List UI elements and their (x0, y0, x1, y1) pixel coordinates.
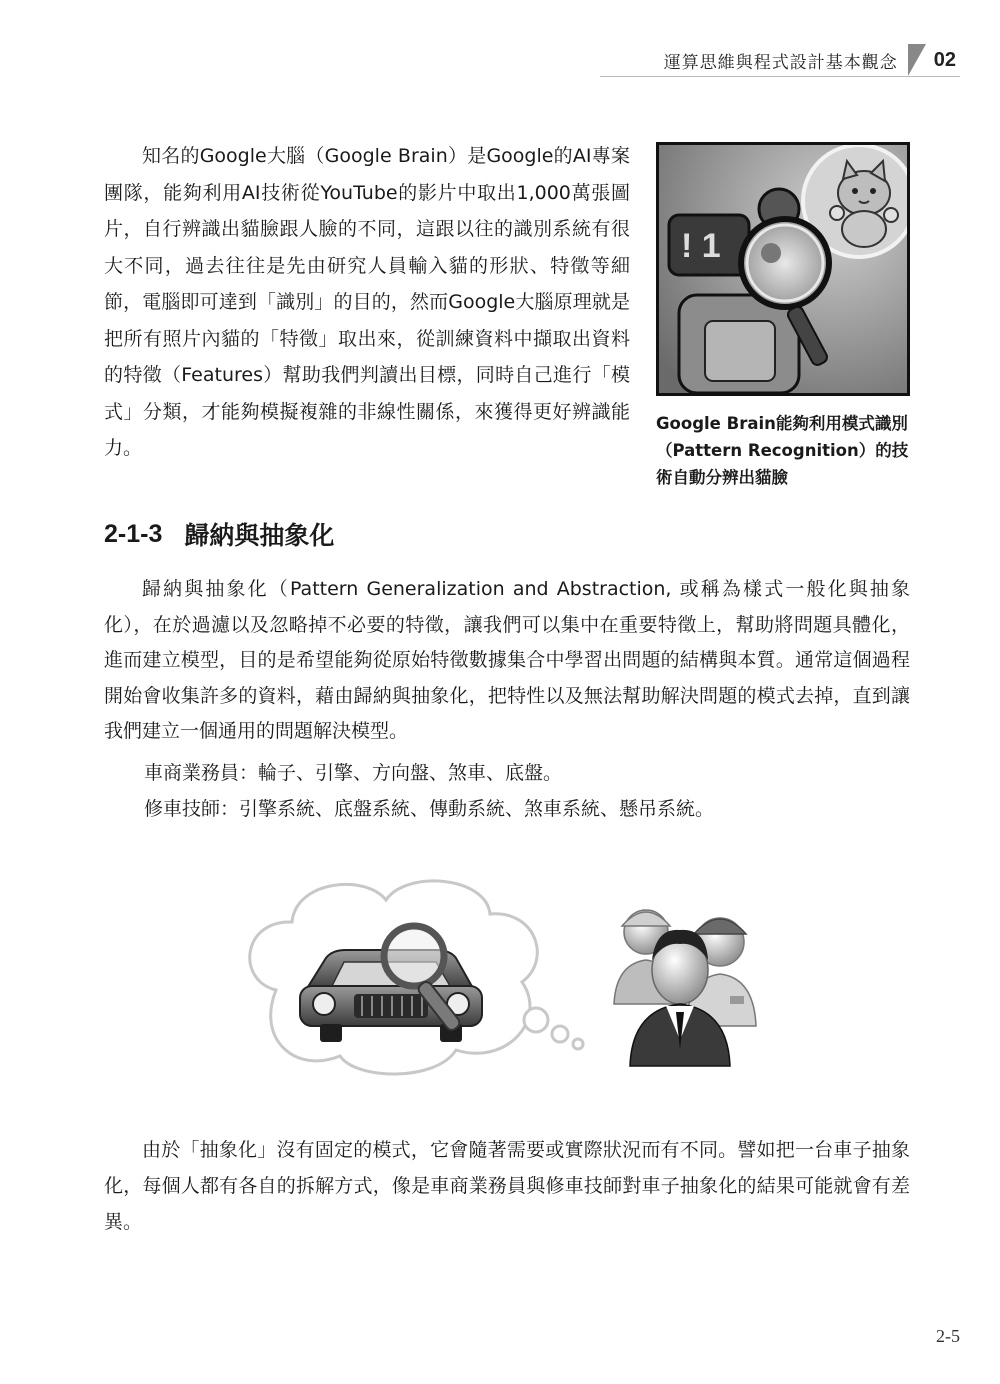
abstraction-illustration (236, 870, 782, 1082)
closing-paragraph: 由於「抽象化」沒有固定的模式，它會隨著需要或實際狀況而有不同。譬如把一台車子抽象化，每個人都有各自的拆解方式，像是車商業務員與修車技師對車子抽象化的結果可能就會有差異。 (104, 1139, 910, 1233)
section-paragraph: 歸納與抽象化（Pattern Generalization and Abstraction, 或稱為樣式一般化與抽象化），在於過濾以及忽略掉不必要的特徵，讓我們可以集中在重要特徵上，幫助將問題具體化，進而建立模型，目的是希望能夠從原始特徵數據集合中學習出問題的結構與本質。通常這個過程開始會收集許多的資料，藉由歸納與抽象化，把特性以及無法幫助解決問題的模式去掉，直到讓我們建立一個通用的問題解決模型。 (104, 578, 910, 742)
people-icon (614, 910, 756, 1066)
header-title: 運算思維與程式設計基本觀念 (663, 52, 898, 73)
list-item: 修車技師：引擎系統、底盤系統、傳動系統、煞車系統、懸吊系統。 (144, 798, 715, 820)
intro-paragraph: 知名的Google大腦（Google Brain）是Google的AI專案團隊，能夠利用AI技術從YouTube的影片中取出1,000萬張圖片，自行辨識出貓臉跟人臉的不同，這跟以往的識別系統有很大不同，過去往往是先由研究人員輸入貓的形狀、特徵等細節，電腦即可達到「識別」的目的，然而Google大腦原理就是把所有照片內貓的「特徵」取出來，從訓練資料中擷取出資料的特徵（Features）幫助我們判讀出目標，同時自己進行「模式」分類，才能夠模擬複雜的非線性關係，來獲得更好辨識能力。 (104, 145, 630, 459)
list-item: 車商業務員：輪子、引擎、方向盤、煞車、底盤。 (144, 762, 563, 784)
robot-cat-image (659, 145, 907, 393)
page-number: 2-5 (936, 1326, 960, 1346)
header-rule (600, 76, 960, 77)
chapter-tab (908, 44, 960, 76)
section-heading (104, 516, 334, 552)
figure-caption: Google Brain能夠利用模式識別（Pattern Recognition）的技術自動分辨出貓臉 (656, 414, 909, 487)
section-number: 2-1-3 (104, 519, 163, 548)
chapter-number: 02 (933, 48, 956, 71)
section-title: 歸納與抽象化 (184, 521, 335, 550)
running-header (664, 44, 960, 76)
svg-text:! 1: ! 1 (681, 227, 721, 265)
google-brain-illustration (656, 142, 910, 396)
car-people-image (236, 870, 782, 1082)
